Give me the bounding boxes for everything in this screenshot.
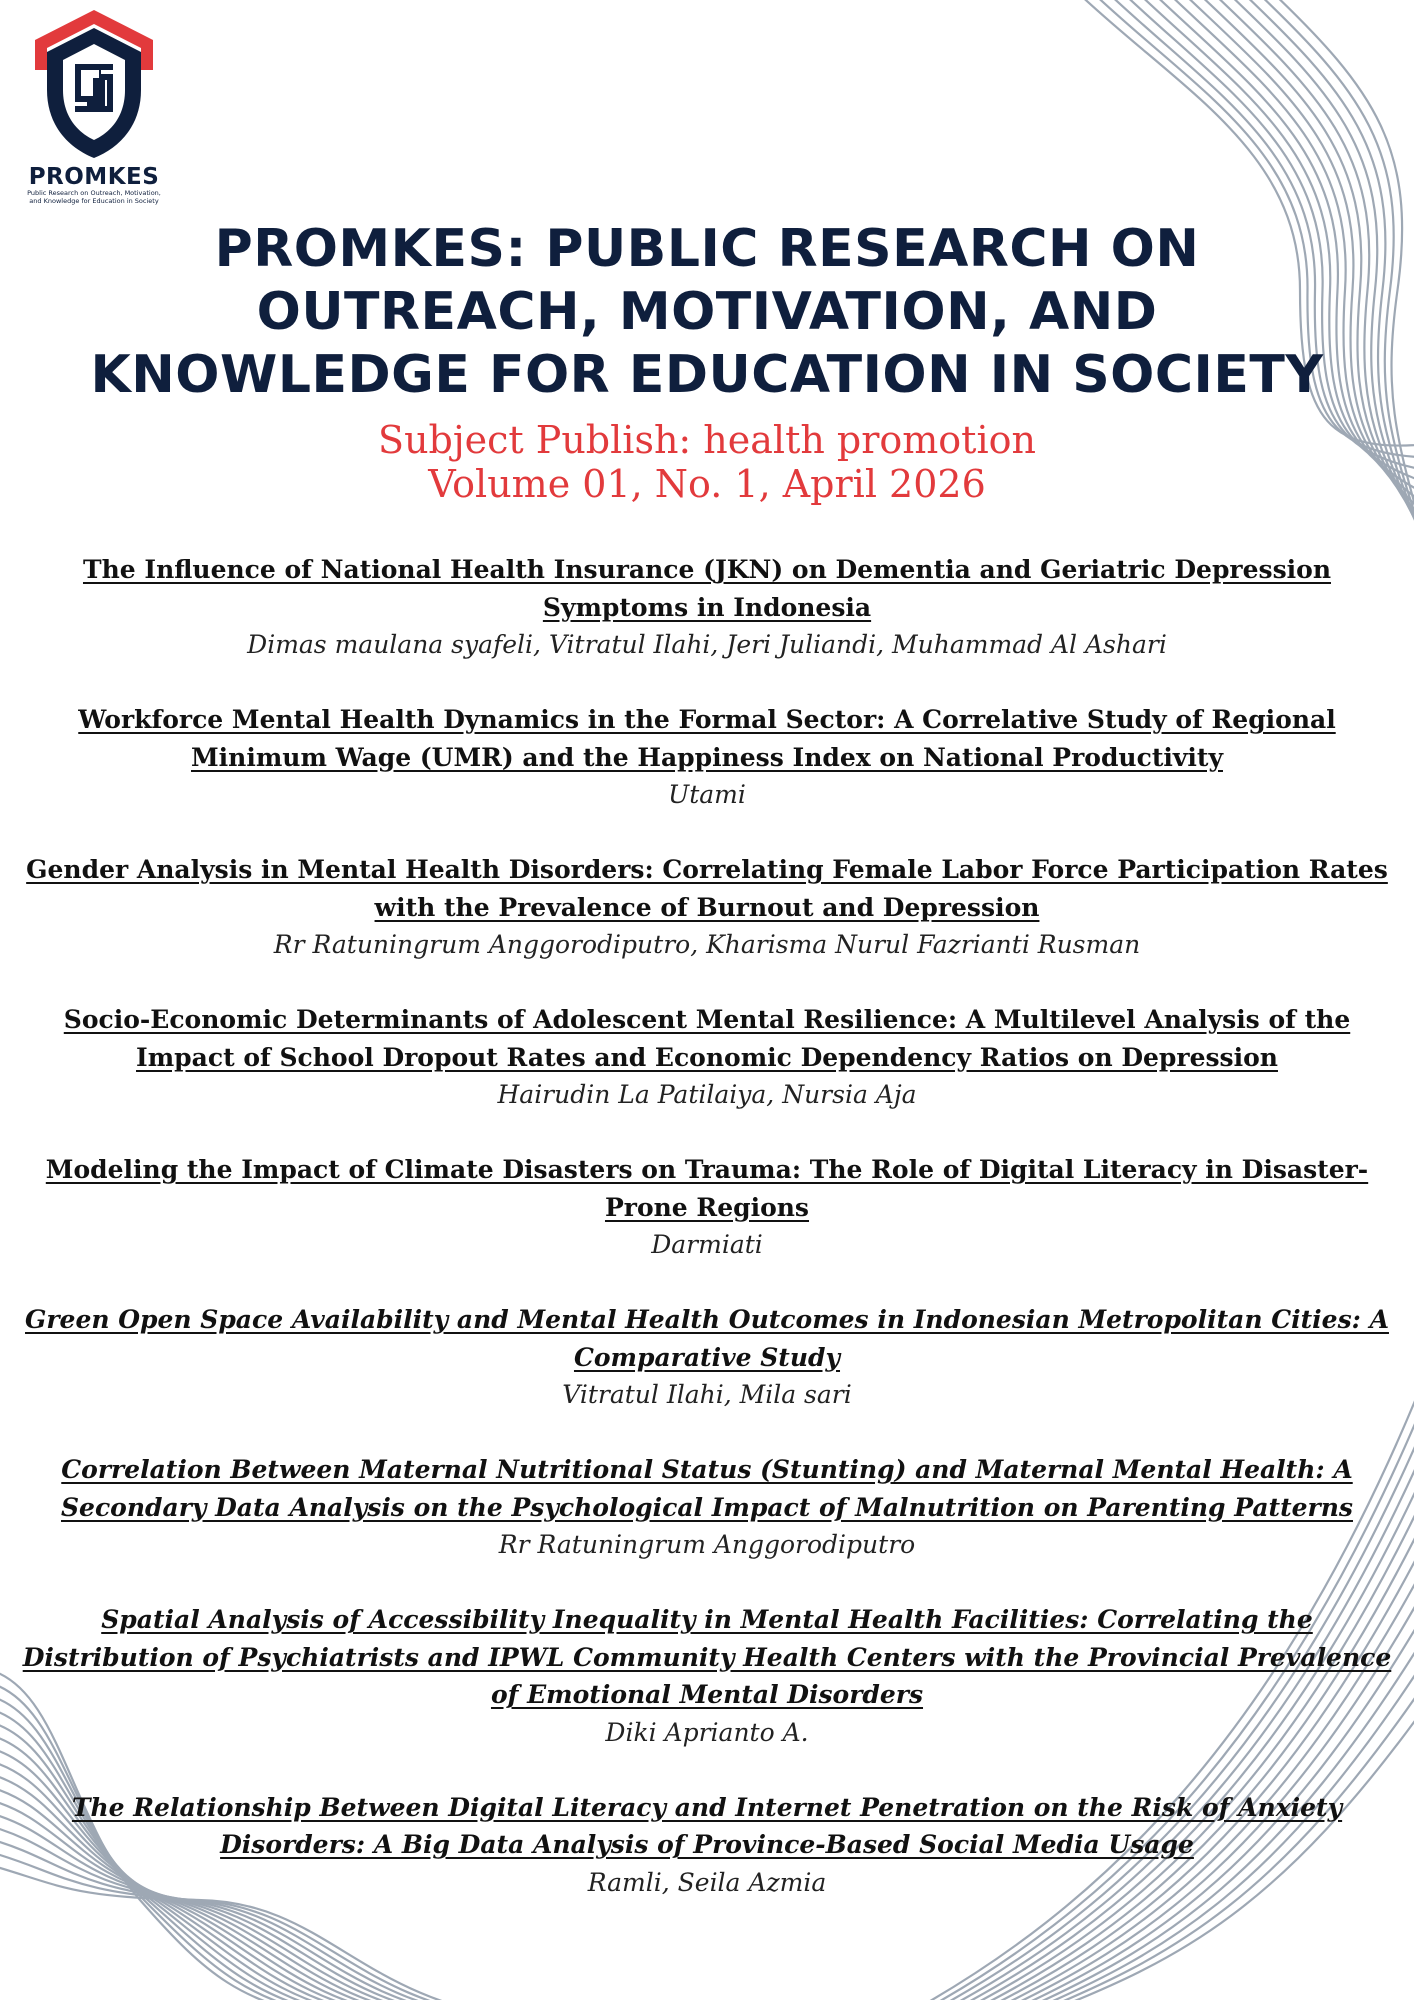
- journal-subject-block: [0, 418, 1414, 506]
- article-title-link[interactable]: Socio-Economic Determinants of Adolescent Mental Resilience: A Multilevel Analysis of the Impact of School Dropout Rates and Economic Dependency Ratios on Depression: [63, 1005, 1351, 1072]
- article-authors: Utami: [668, 780, 746, 809]
- article-title-link[interactable]: Green Open Space Availability and Mental Health Outcomes in Indonesian Metropolitan Cities: A Comparative Study: [25, 1305, 1389, 1372]
- article-authors: Ramli, Seila Azmia: [587, 1867, 827, 1897]
- article-authors: Rr Ratuningrum Anggorodiputro: [498, 1530, 916, 1559]
- article-item: [20, 1451, 1394, 1564]
- article-list: [20, 551, 1394, 1939]
- article-title-link[interactable]: The Relationship Between Digital Literacy and Internet Penetration on the Risk of Anxiety Disorders: A Big Data Analysis of Province-Based Social Media Usage: [71, 1792, 1343, 1859]
- article-item: [20, 1001, 1394, 1114]
- logo-wordmark: PROMKES: [28, 164, 160, 190]
- article-title-link[interactable]: Modeling the Impact of Climate Disasters on Trauma: The Role of Digital Literacy in Disaster-Prone Regions: [45, 1155, 1369, 1222]
- article-item: [20, 1151, 1394, 1264]
- house-shield-logo-icon: [29, 8, 159, 163]
- article-item: [20, 1301, 1394, 1414]
- article-item: [20, 551, 1394, 664]
- article-title-link[interactable]: Correlation Between Maternal Nutritional Status (Stunting) and Maternal Mental Health: A Secondary Data Analysis on the Psychological Impact of Malnutrition on Parenting Patterns: [61, 1455, 1353, 1522]
- article-authors: Hairudin La Patilaiya, Nursia Aja: [497, 1080, 917, 1109]
- article-authors: Dimas maulana syafeli, Vitratul Ilahi, Jeri Juliandi, Muhammad Al Ashari: [247, 630, 1167, 659]
- article-authors: Diki Aprianto A.: [605, 1717, 809, 1747]
- article-item: [20, 1601, 1394, 1751]
- logo-tagline-line-1: Public Research on Outreach, Motivation,: [27, 189, 161, 197]
- journal-title: PROMKES: PUBLIC RESEARCH ON OUTREACH, MOTIVATION, AND KNOWLEDGE FOR EDUCATION IN SOCIETY: [90, 219, 1324, 405]
- article-title-link[interactable]: Gender Analysis in Mental Health Disorders: Correlating Female Labor Force Participation Rates with the Prevalence of Burnout and Depression: [26, 855, 1388, 922]
- article-authors: Rr Ratuningrum Anggorodiputro, Kharisma Nurul Fazrianti Rusman: [273, 930, 1141, 959]
- article-authors: Vitratul Ilahi, Mila sari: [562, 1380, 852, 1409]
- promkes-logo: [14, 8, 174, 205]
- article-title-link[interactable]: Spatial Analysis of Accessibility Inequality in Mental Health Facilities: Correlating the Distribution of Psychiatrists and IPWL Community Health Centers with the Provincial Prevalence of Emotional Mental Disorders: [22, 1605, 1392, 1709]
- article-item: [20, 701, 1394, 814]
- article-item: [20, 1789, 1394, 1902]
- article-item: [20, 851, 1394, 964]
- article-title-link[interactable]: Workforce Mental Health Dynamics in the Formal Sector: A Correlative Study of Regional Minimum Wage (UMR) and the Happiness Index on National Productivity: [78, 705, 1336, 772]
- logo-tagline-line-2: and Knowledge for Education in Society: [29, 197, 159, 205]
- journal-subject: Subject Publish: health promotion: [378, 418, 1036, 462]
- article-title-link[interactable]: The Influence of National Health Insurance (JKN) on Dementia and Geriatric Depression Symptoms in Indonesia: [82, 555, 1331, 622]
- article-authors: Darmiati: [651, 1230, 763, 1259]
- journal-volume: Volume 01, No. 1, April 2026: [428, 462, 986, 506]
